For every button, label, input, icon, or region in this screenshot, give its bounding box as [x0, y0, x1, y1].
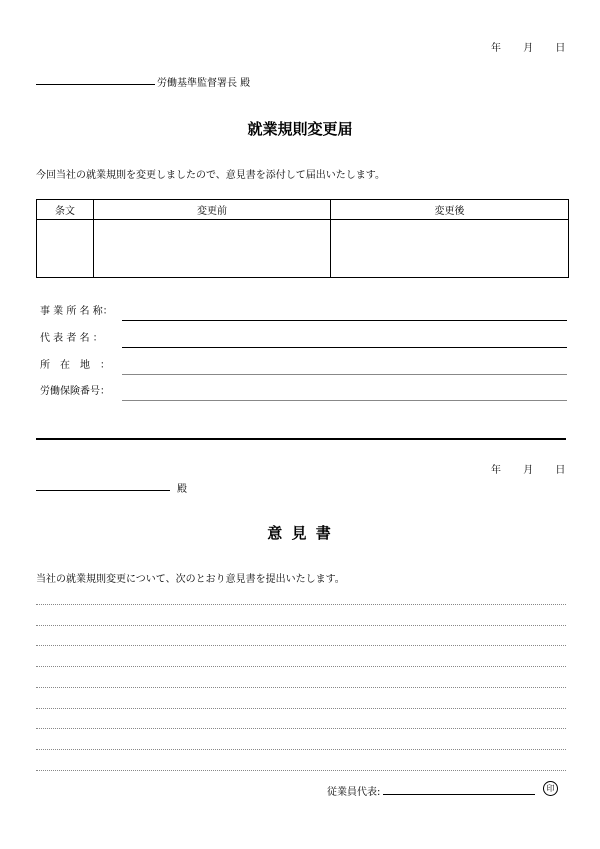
date-year: 年 — [491, 43, 501, 54]
field-insurance-number[interactable] — [122, 400, 567, 401]
seal-stamp-icon: 印 — [543, 781, 558, 796]
date-month: 月 — [523, 43, 534, 54]
notification-intro: 今回当社の就業規則を変更しましたので、意見書を添付して届出いたします。 — [36, 170, 385, 181]
section-divider — [36, 438, 566, 440]
opinion-addressee-blank[interactable] — [36, 490, 170, 491]
field-label-representative: 代 表 者 名 ： — [40, 333, 103, 344]
date-day: 日 — [555, 465, 566, 476]
writing-line[interactable] — [36, 687, 566, 688]
cell-article[interactable] — [37, 220, 94, 278]
field-label-address: 所 在 地 ： — [40, 360, 110, 371]
header-before: 変更前 — [94, 200, 331, 220]
changes-table — [36, 199, 569, 278]
cell-before[interactable] — [94, 220, 331, 278]
notification-title: 就業規則変更届 — [247, 120, 353, 138]
signature-label: 従業員代表: — [327, 787, 381, 798]
writing-line[interactable] — [36, 770, 566, 771]
writing-line[interactable] — [36, 749, 566, 750]
table-row — [37, 220, 569, 278]
addressee-blank[interactable] — [36, 84, 155, 85]
opinion-addressee-suffix: 殿 — [177, 484, 187, 495]
field-label-business-name: 事 業 所 名 称： — [40, 306, 113, 317]
opinion-date — [491, 461, 565, 476]
writing-line[interactable] — [36, 728, 566, 729]
field-address[interactable] — [122, 374, 567, 375]
opinion-intro: 当社の就業規則変更について、次のとおり意見書を提出いたします。 — [36, 574, 345, 585]
cell-after[interactable] — [331, 220, 569, 278]
notification-date — [491, 39, 565, 54]
opinion-title: 意 見 書 — [267, 524, 333, 542]
writing-line[interactable] — [36, 645, 566, 646]
field-representative[interactable] — [122, 347, 567, 348]
field-business-name[interactable] — [122, 320, 567, 321]
writing-line[interactable] — [36, 708, 566, 709]
writing-line[interactable] — [36, 604, 566, 605]
date-day: 日 — [555, 43, 566, 54]
field-label-insurance-number: 労働保険番号： — [40, 386, 110, 397]
signature-blank[interactable] — [383, 794, 535, 795]
header-after: 変更後 — [331, 200, 569, 220]
writing-line[interactable] — [36, 666, 566, 667]
date-month: 月 — [523, 465, 534, 476]
addressee-suffix: 労働基準監督署長 殿 — [157, 78, 251, 89]
table-header-row — [37, 200, 569, 220]
header-article: 条文 — [37, 200, 94, 220]
date-year: 年 — [491, 465, 501, 476]
writing-line[interactable] — [36, 625, 566, 626]
